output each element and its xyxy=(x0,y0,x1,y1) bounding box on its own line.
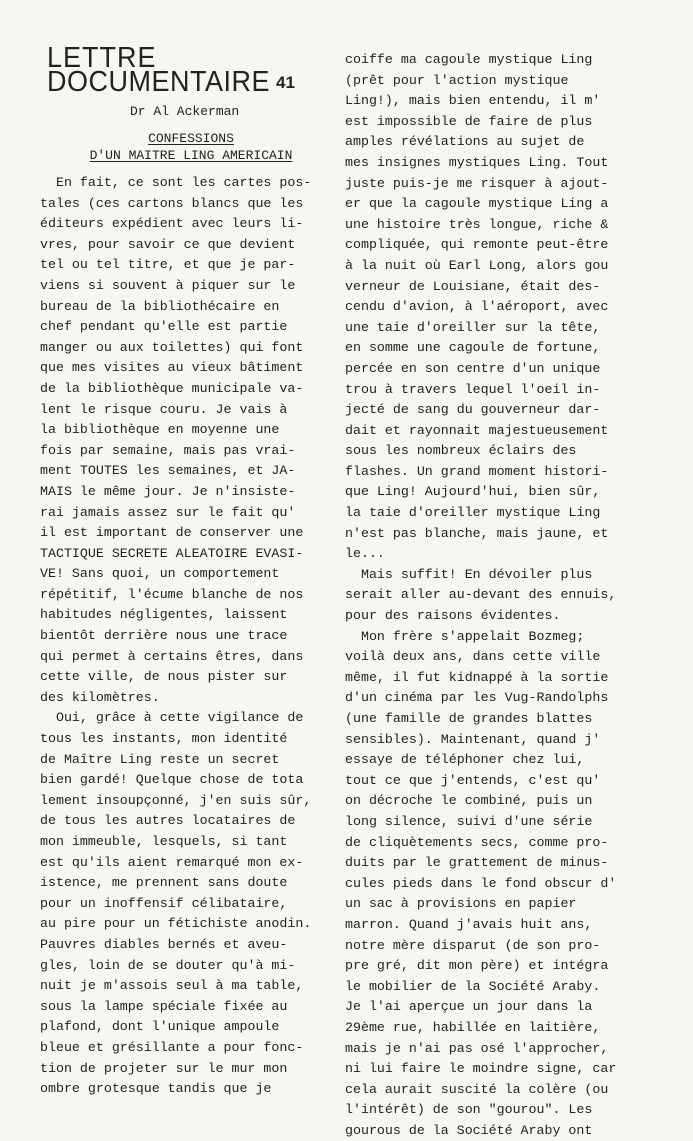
text-line: répétitif, l'écume blanche de nos xyxy=(40,586,304,602)
text-line: trou à travers lequel l'oeil in- xyxy=(345,381,601,397)
author-byline: Dr Al Ackerman xyxy=(130,104,240,119)
text-line: tel ou tel titre, et que je par- xyxy=(40,257,296,273)
text-line: long silence, suivi d'une série xyxy=(345,813,593,829)
text-line: que Ling! Aujourd'hui, bien sûr, xyxy=(345,484,601,500)
text-line: VE! Sans quoi, un comportement xyxy=(40,566,280,582)
text-line: cela aurait suscité la colère (ou xyxy=(345,1081,609,1097)
text-line: pour des raisons évidentes. xyxy=(345,608,561,624)
text-line: chef pendant qu'elle est partie xyxy=(40,319,288,335)
text-line: en somme une cagoule de fortune, xyxy=(345,340,601,356)
text-line: percée en son centre d'un unique xyxy=(345,360,601,376)
text-line: de tous les autres locataires de xyxy=(40,813,296,829)
text-line: bureau de la bibliothécaire en xyxy=(40,298,280,314)
text-line: flashes. Un grand moment histori- xyxy=(345,463,609,479)
text-line: tous les instants, mon identité xyxy=(40,731,288,747)
masthead-title-line1: LETTRE xyxy=(47,41,157,74)
text-line: MAIS le même jour. Je n'insiste- xyxy=(40,483,296,499)
text-line: des kilomètres. xyxy=(40,689,160,705)
text-line: Pauvres diables bernés et aveu- xyxy=(40,936,288,952)
text-line: fois par semaine, mais pas vrai- xyxy=(40,442,296,458)
text-line: sous la lampe spéciale fixée au xyxy=(40,998,288,1014)
text-line: cette ville, de nous pister sur xyxy=(40,669,288,685)
text-line: juste puis-je me risquer à ajout- xyxy=(345,175,609,191)
text-line: tout ce que j'entends, c'est qu' xyxy=(345,772,601,788)
text-line: qui permet à certains êtres, dans xyxy=(40,648,304,664)
text-line: cendu d'avion, à l'aéroport, avec xyxy=(345,299,609,315)
text-line: viens si souvent à piquer sur le xyxy=(40,277,296,293)
text-line: Ling!), mais bien entendu, il m' xyxy=(345,93,601,109)
text-line: bien gardé! Quelque chose de tota xyxy=(40,772,304,788)
text-line: Mon frère s'appelait Bozmeg; xyxy=(345,628,585,644)
text-line: ment TOUTES les semaines, et JA- xyxy=(40,463,296,479)
text-line: er que la cagoule mystique Ling a xyxy=(345,196,609,212)
text-line: marron. Quand j'avais huit ans, xyxy=(345,916,593,932)
masthead-title-line2: DOCUMENTAIRE xyxy=(47,65,271,98)
text-line: duits par le grattement de minus- xyxy=(345,855,609,871)
text-line: lent le risque couru. Je vais à xyxy=(40,401,288,417)
text-line: rai jamais assez sur le fait qu' xyxy=(40,504,296,520)
text-line: d'un cinéma par les Vug-Randolphs xyxy=(345,690,609,706)
text-line: TACTIQUE SECRETE ALEATOIRE EVASI- xyxy=(40,545,304,561)
article-title-line1: CONFESSIONS xyxy=(148,131,234,146)
text-line: voilà deux ans, dans cette ville xyxy=(345,649,601,665)
text-line: la taie d'oreiller mystique Ling xyxy=(345,505,601,521)
issue-number: 41 xyxy=(276,73,295,92)
text-line: mes insignes mystiques Ling. Tout xyxy=(345,154,609,170)
text-line: est qu'ils aient remarqué mon ex- xyxy=(40,854,304,870)
text-line: En fait, ce sont les cartes pos- xyxy=(40,175,312,190)
text-line: il est important de conserver une xyxy=(40,525,304,541)
text-line: bientôt derrière nous une trace xyxy=(40,628,288,644)
text-line: est impossible de faire de plus xyxy=(345,113,593,129)
text-line: ombre grotesque tandis que je xyxy=(40,1081,272,1097)
text-line: éditeurs expédient avec leurs li- xyxy=(40,216,304,232)
text-line: à la nuit où Earl Long, alors gou xyxy=(345,257,609,273)
text-line: tion de projeter sur le mur mon xyxy=(40,1060,288,1076)
masthead xyxy=(47,41,347,98)
right-text-column xyxy=(345,50,645,1141)
text-line: lement insoupçonné, j'en suis sûr, xyxy=(40,792,312,808)
text-line: jecté de sang du gouverneur dar- xyxy=(345,402,601,418)
text-line: (une famille de grandes blattes xyxy=(345,711,593,726)
article-title xyxy=(70,130,312,164)
text-line: Mais suffit! En dévoiler plus xyxy=(345,566,593,582)
text-line: gles, loin de se douter qu'à mi- xyxy=(40,957,296,973)
text-line: de cliquètements secs, comme pro- xyxy=(345,834,609,850)
text-line: de la bibliothèque municipale va- xyxy=(40,380,304,396)
text-line: la bibliothèque en moyenne une xyxy=(40,422,280,438)
text-line: compliquée, qui remonte peut-être xyxy=(345,237,609,253)
text-line: Je l'ai aperçue un jour dans la xyxy=(345,999,593,1015)
text-line: manger ou aux toilettes) qui font xyxy=(40,339,304,355)
text-line: ni lui faire le moindre signe, car xyxy=(345,1061,617,1077)
text-line: notre mère disparut (de son pro- xyxy=(345,937,601,953)
text-line: mon immeuble, lesquels, si tant xyxy=(40,834,288,849)
text-line: le... xyxy=(345,546,385,562)
text-line: plafond, dont l'unique ampoule xyxy=(40,1019,280,1035)
text-line: vres, pour savoir ce que devient xyxy=(40,236,296,252)
text-line: coiffe ma cagoule mystique Ling xyxy=(345,52,593,67)
text-line: sensibles). Maintenant, quand j' xyxy=(345,731,601,747)
text-line: serait aller au-devant des ennuis, xyxy=(345,587,617,603)
text-line: le mobilier de la Société Araby. xyxy=(345,978,601,994)
text-line: bleue et grésillante a pour fonc- xyxy=(40,1039,304,1055)
article-title-line2: D'UN MAITRE LING AMERICAIN xyxy=(89,148,293,163)
text-line: habitudes négligentes, laissent xyxy=(40,607,288,623)
text-line: une taie d'oreiller sur la tête, xyxy=(345,319,601,335)
text-line: cules pieds dans le fond obscur d' xyxy=(345,875,617,891)
text-line: n'est pas blanche, mais jaune, et xyxy=(345,525,609,541)
text-line: nuit je m'assois seul à ma table, xyxy=(40,978,304,994)
text-line: une histoire très longue, riche & xyxy=(345,216,609,232)
text-line: l'intérêt) de son "gourou". Les xyxy=(345,1102,593,1118)
text-line: 29ème rue, habillée en laitière, xyxy=(345,1019,601,1035)
text-line: même, il fut kidnappé à la sortie xyxy=(345,669,609,685)
text-line: de Maître Ling reste un secret xyxy=(40,751,280,767)
text-line: mais je n'ai pas osé l'approcher, xyxy=(345,1040,609,1056)
text-line: (prêt pour l'action mystique xyxy=(345,72,569,88)
left-text-column xyxy=(40,173,340,1100)
text-line: que mes visites au vieux bâtiment xyxy=(40,360,304,376)
text-line: istence, me prennent sans doute xyxy=(40,875,288,891)
text-line: essaye de téléphoner chez lui, xyxy=(345,752,585,768)
text-line: pour un inoffensif célibataire, xyxy=(40,895,288,911)
text-line: on décroche le combiné, puis un xyxy=(345,793,593,809)
text-line: au pire pour un fétichiste anodin. xyxy=(40,916,312,932)
text-line: Oui, grâce à cette vigilance de xyxy=(40,710,304,726)
text-line: amples révélations au sujet de xyxy=(345,134,585,150)
text-line: pre gré, dit mon père) et intégra xyxy=(345,958,609,974)
text-line: dait et rayonnait majestueusement xyxy=(345,422,609,438)
text-line: sous les nombreux éclairs des xyxy=(345,443,577,459)
text-line: tales (ces cartons blancs que les xyxy=(40,195,304,211)
text-line: un sac à provisions en papier xyxy=(345,896,577,912)
text-line: verneur de Louisiane, était des- xyxy=(345,278,601,294)
text-line: gourous de la Société Araby ont xyxy=(345,1122,593,1138)
